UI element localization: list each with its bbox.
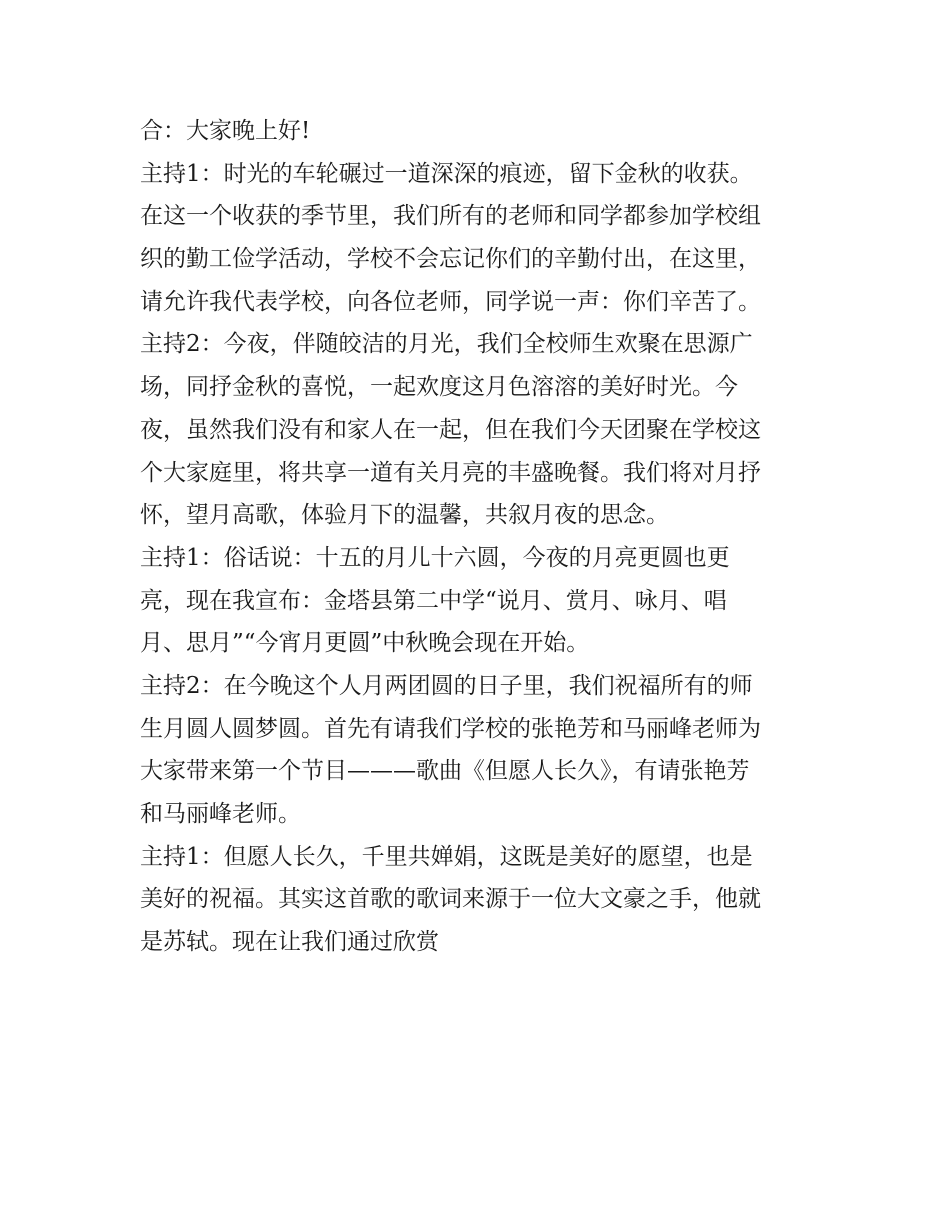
text-line-1: 合：大家晚上好! <box>140 118 311 144</box>
text-line-2: 主持1：时光的车轮碾过一道深深的痕迹，留下金秋的收获。 <box>140 160 753 187</box>
text-line-8: 夜，虽然我们没有和家人在一起，但在我们今天团聚在学校这 <box>140 416 761 443</box>
text-line-4: 织的勤工俭学活动，学校不会忘记你们的辛勤付出，在这里， <box>140 246 761 273</box>
text-line-14: 主持2：在今晚这个人月两团圆的日子里，我们祝福所有的师 <box>140 672 753 699</box>
text-line-18: 主持1：但愿人长久，千里共婵娟，这既是美好的愿望，也是 <box>140 843 753 870</box>
text-line-13: 月、思月”“今宵月更圆”中秋晚会现在开始。 <box>140 630 590 657</box>
text-line-17: 和马丽峰老师。 <box>140 801 301 827</box>
text-line-20: 是苏轼。现在让我们通过欣赏 <box>140 929 439 956</box>
text-line-19: 美好的祝福。其实这首歌的歌词来源于一位大文豪之手，他就 <box>140 886 761 913</box>
text-line-9: 个大家庭里，将共享一道有关月亮的丰盛晚餐。我们将对月抒 <box>140 459 761 486</box>
text-line-7: 场，同抒金秋的喜悦，一起欢度这月色溶溶的美好时光。今 <box>140 374 738 401</box>
script-text <box>140 110 820 964</box>
text-line-16: 大家带来第一个节目———歌曲《但愿人长久》，有请张艳芳 <box>140 758 750 785</box>
text-line-10: 怀，望月高歌，体验月下的温馨，共叙月夜的思念。 <box>140 502 669 529</box>
text-line-6: 主持2：今夜，伴随皎洁的月光，我们全校师生欢聚在思源广 <box>140 331 753 358</box>
text-line-15: 生月圆人圆梦圆。首先有请我们学校的张艳芳和马丽峰老师为 <box>140 715 761 742</box>
text-line-3: 在这一个收获的季节里，我们所有的老师和同学都参加学校组 <box>140 203 761 230</box>
text-line-11: 主持1：俗话说：十五的月儿十六圆，今夜的月亮更圆也更 <box>140 544 730 571</box>
text-line-5: 请允许我代表学校，向各位老师，同学说一声：你们辛苦了。 <box>140 288 761 315</box>
text-line-12: 亮，现在我宣布：金塔县第二中学“说月、赏月、咏月、唱 <box>140 587 727 614</box>
